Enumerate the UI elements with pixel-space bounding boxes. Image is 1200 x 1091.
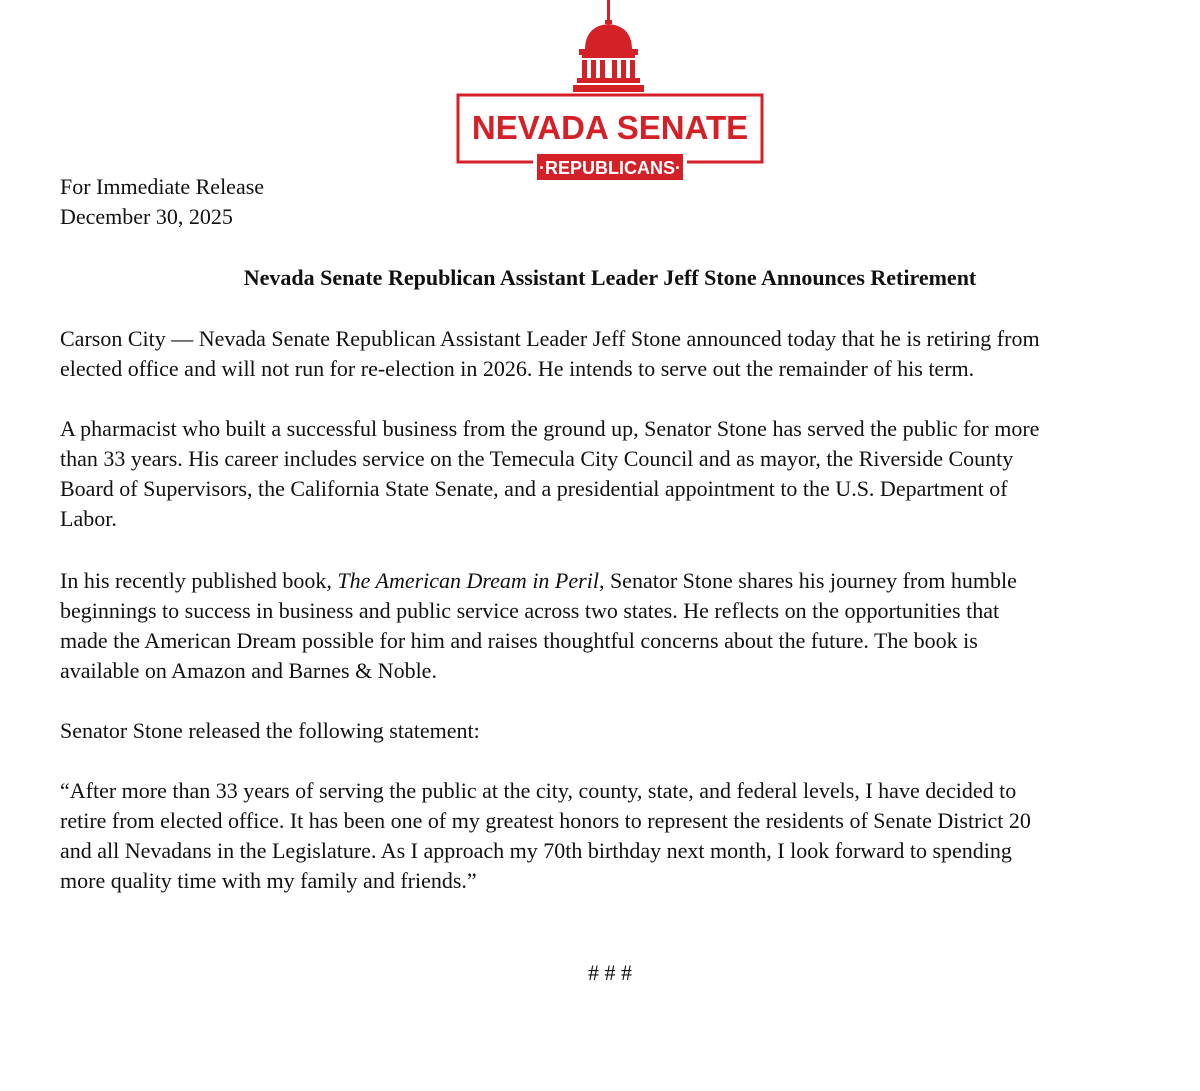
paragraph-line: Board of Supervisors, the California State Senate, and a presidential appointment to the U.S. Department of — [60, 476, 1008, 501]
paragraph-line: Labor. — [60, 506, 117, 531]
paragraph-career — [60, 414, 1160, 534]
paragraph-book — [60, 566, 1160, 686]
release-date: December 30, 2025 — [60, 204, 233, 229]
paragraph-line — [60, 566, 1160, 596]
paragraph-line: made the American Dream possible for him and raises thoughtful concerns about the future. The book is — [60, 628, 978, 653]
release-label: For Immediate Release — [60, 174, 265, 199]
paragraph-line: Senator Stone released the following statement: — [60, 718, 480, 743]
book-intro-text: In his recently published book, — [60, 568, 338, 593]
end-marks: # # # — [588, 960, 632, 985]
capitol-dome-icon — [573, 0, 644, 92]
paragraph-line: elected office and will not run for re-election in 2026. He intends to serve out the remainder of his term. — [60, 356, 975, 381]
release-meta — [60, 172, 264, 232]
paragraph-line: and all Nevadans in the Legislature. As I approach my 70th birthday next month, I look forward to spending — [60, 838, 1012, 863]
logo-subtitle-label: REPUBLICANS — [544, 158, 676, 178]
paragraph-line: more quality time with my family and friends.” — [60, 868, 477, 893]
paragraph-line: available on Amazon and Barnes & Noble. — [60, 658, 437, 683]
capitol-logo-graphic — [455, 0, 765, 186]
paragraph-announcement — [60, 324, 1160, 384]
paragraph-quote — [60, 776, 1160, 896]
paragraph-line: “After more than 33 years of serving the public at the city, county, state, and federal levels, I have decided to — [60, 778, 1017, 803]
paragraph-line: retire from elected office. It has been one of my greatest honors to represent the residents of Senate District 20 — [60, 808, 1031, 833]
paragraph-line: than 33 years. His career includes service on the Temecula City Council and as mayor, the Riverside County — [60, 446, 1014, 471]
logo-subtitle-text — [539, 158, 681, 178]
paragraph-statement-intro — [60, 716, 1160, 746]
logo-title-text: NEVADA SENATE — [471, 109, 749, 146]
paragraph-line: Carson City — Nevada Senate Republican Assistant Leader Jeff Stone announced today that he is retiring from — [60, 326, 1040, 351]
book-title: The American Dream in Peril — [337, 568, 599, 593]
book-intro-rest: , Senator Stone shares his journey from humble — [598, 568, 1017, 593]
headline: Nevada Senate Republican Assistant Leader Jeff Stone Announces Retirement — [243, 265, 977, 290]
bullet-right: · — [675, 158, 682, 178]
paragraph-line: beginnings to success in business and public service across two states. He reflects on the opportunities that — [60, 598, 1000, 623]
paragraph-line: A pharmacist who built a successful business from the ground up, Senator Stone has served the public for more — [60, 416, 1040, 441]
nevada-senate-republicans-logo — [455, 0, 765, 186]
bullet-left: · — [538, 158, 545, 178]
